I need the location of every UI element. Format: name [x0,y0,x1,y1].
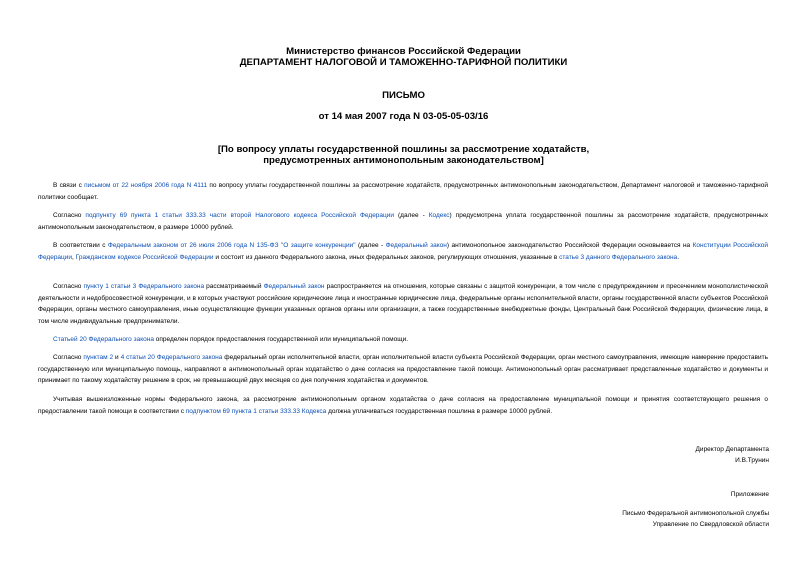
text: В соответствии с [53,242,108,249]
text: по вопросу уплаты государственной пошлины за рассмотрение ходатайств, предусмотренных антимонопольным законодательством, Департамент налоговой и таможенно-тарифной политики сообщает. [38,182,768,201]
text: (далее - [394,212,429,219]
text: ) предусмотрена уплата государственной пошлины за рассмотрение ходатайств, предусмотренных антимонопольным законодательством, в размере 10000 рублей. [38,212,768,231]
text: Согласно [53,212,86,219]
text: и состоит из данного Федерального закона, иных федеральных законов, регулирующих отношения, указанные в [213,253,560,261]
link-code[interactable]: Кодекс [428,212,450,219]
subject-line-2: предусмотренных антимонопольным законодательством] [263,155,544,166]
text: . [677,253,679,261]
document-date: от 14 мая 2007 года N 03-05-05-03/16 [318,111,489,122]
paragraph-3 [38,240,768,263]
link-points-2[interactable]: пунктам 2 [83,354,114,361]
paragraph-7 [38,394,768,417]
text: , [72,253,76,261]
paragraph-6 [38,352,768,387]
text: (далее - [355,242,386,249]
link-letter-4111[interactable]: письмом от 22 ноября 2006 года N 4111 [84,182,208,189]
text: распространяется на отношения, которые связаны с защитой конкуренции, в том числе с предупреждением и пресечением монополистической деятельности и недобросовестной конкуренции, и в которых участвуют российские юридические лица и иностранные юридические лица, федеральные органы исполнительной власти, органы государственной власти субъектов Российской Федерации, органы местного самоуправления, иные осуществляющие функции указанных органов органы или организации, а также государственные внебюджетные фонды, Центральный банк Российской Федерации, физические лица, в том числе индивидуальные предприниматели. [38,283,768,325]
signer-name: И.В.Трунин [735,457,769,464]
text: федеральный орган исполнительной власти, орган исполнительной власти субъекта Российской Федерации, орган местного самоуправления, имеющие намерение предоставить государственную или муниципальную помощь, направляют в антимонопольный орган ходатайство о даче согласия на предоставление такой помощи. Антимонопольный орган рассматривает представленные ходатайство и документы и принимает по такому ходатайству решение в срок, не превышающий двух месяцев со дня получения ходатайства и документов. [38,354,768,384]
text: Учитывая вышеизложенные нормы Федерального закона, за рассмотрение антимонопольным органом ходатайства о даче согласия на предоставление муниципальной помощи и принятия соответствующего решения о предоставлении такой помощи в соответствии с [38,396,768,415]
link-tax-code-article[interactable]: подпункту 69 пункта 1 статьи 333.33 части второй Налогового кодекса Российской Федерации [85,212,395,219]
link-civil-code[interactable]: Гражданском кодексе Российской Федерации [75,253,214,261]
department-name: ДЕПАРТАМЕНТ НАЛОГОВОЙ И ТАМОЖЕННО-ТАРИФНОЙ ПОЛИТИКИ [239,57,568,68]
link-article-3[interactable]: статье 3 данного Федерального закона [559,253,678,261]
text: Согласно [53,354,84,361]
link-federal-law[interactable]: Федеральный закон [385,242,447,249]
text: должна уплачиваться государственная пошлина в размере 10000 рублей. [326,407,553,415]
link-federal-law-135[interactable]: Федеральным законом от 26 июля 2006 года N 135-ФЗ "О защите конкуренции" [107,242,356,249]
appendix-line-1: Письмо Федеральной антимонопольной службы [622,510,769,517]
text: и [113,354,121,361]
text: определен порядок предоставления государственной или муниципальной помощи. [153,336,409,343]
ministry-name: Министерство финансов Российской Федерации [286,46,521,57]
paragraph-2 [38,210,768,233]
appendix-label: Приложение [730,491,769,498]
link-article-20-point-4[interactable]: 4 статьи 20 Федерального закона [120,354,223,361]
appendix-line-2: Управление по Свердловской области [652,521,769,528]
subject-line-1: [По вопросу уплаты государственной пошлины за рассмотрение ходатайств, [217,144,590,155]
text: рассматриваемый [204,283,264,290]
signer-position: Директор Департамента [695,446,769,453]
link-article-3-point-1[interactable]: пункту 1 статьи 3 Федерального закона [83,283,205,290]
link-code-subpoint-69[interactable]: подпунктом 69 пункта 1 статьи 333.33 Кодекса [185,407,327,415]
text: ) антимонопольное законодательство Российской Федерации основывается на [446,242,693,249]
paragraph-1 [38,180,768,203]
text: В связи с [53,182,85,189]
link-article-20[interactable]: Статьей 20 Федерального закона [53,336,154,343]
text: Согласно [53,283,84,290]
paragraph-5 [38,334,768,346]
link-federal-law[interactable]: Федеральный закон [263,283,325,290]
link-constitution[interactable]: Конституции Российской Федерации [38,242,768,261]
document-type: ПИСЬМО [382,90,425,101]
paragraph-4 [38,281,768,327]
